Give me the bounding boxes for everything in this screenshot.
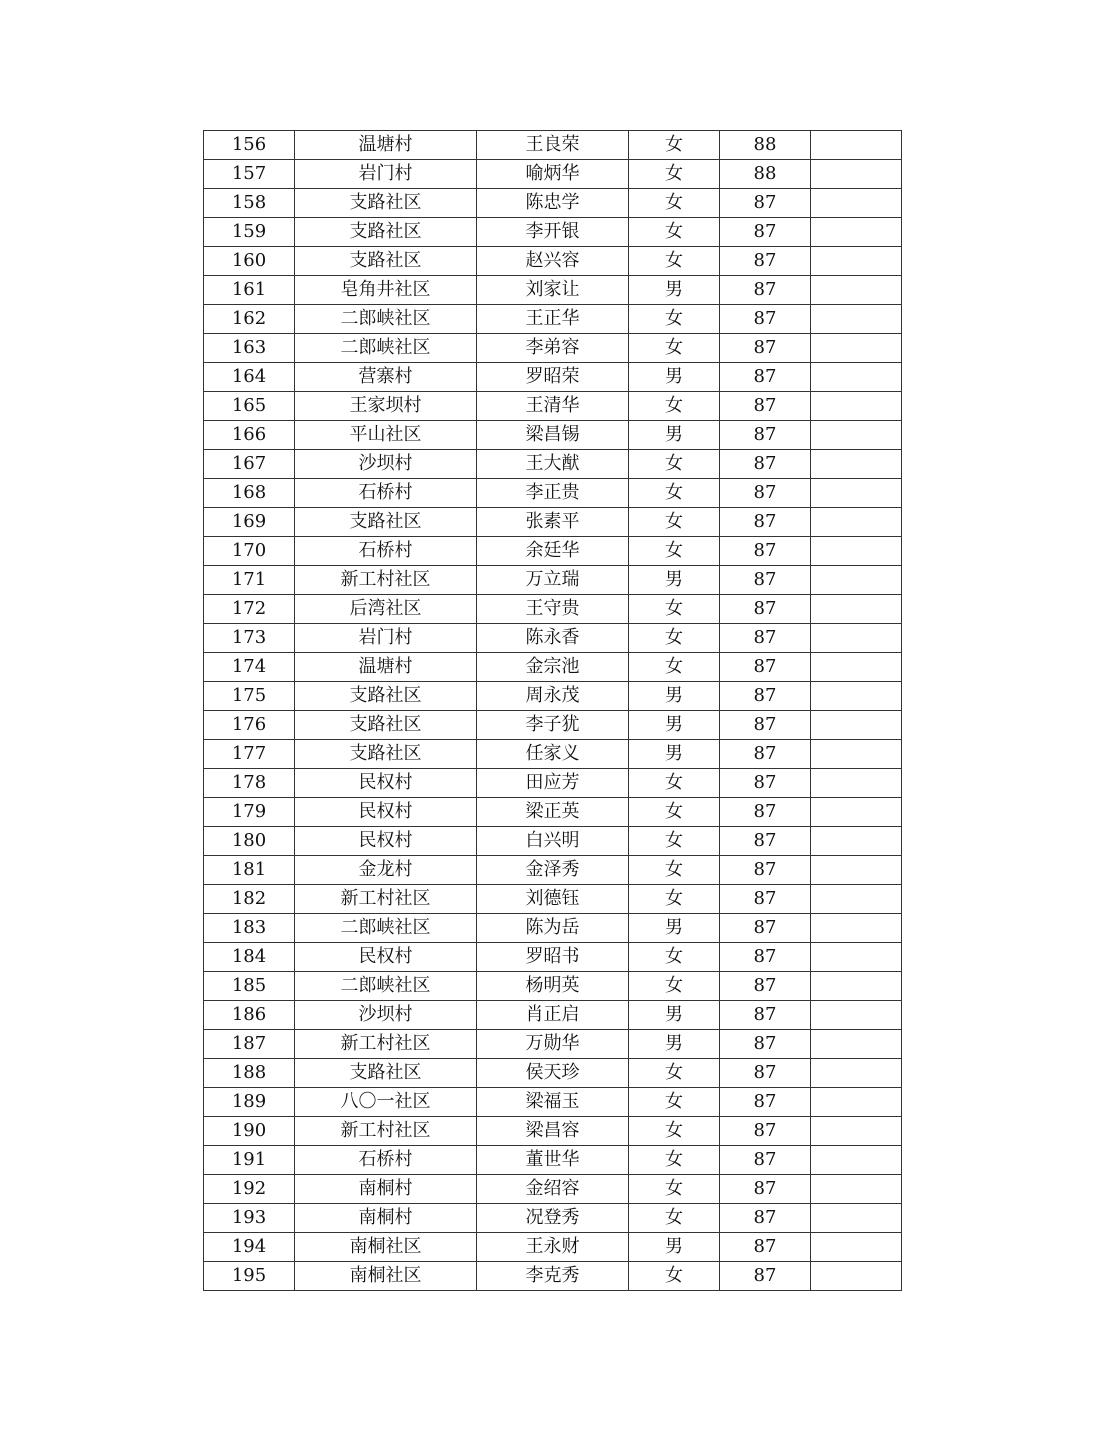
community-cell: 沙坝村 bbox=[295, 450, 477, 479]
row-number-cell: 181 bbox=[204, 856, 295, 885]
table-row bbox=[204, 305, 902, 334]
remark-cell bbox=[811, 1233, 902, 1262]
remark-cell bbox=[811, 972, 902, 1001]
row-number-cell: 164 bbox=[204, 363, 295, 392]
person-name-cell: 李克秀 bbox=[477, 1262, 629, 1291]
row-number-cell: 177 bbox=[204, 740, 295, 769]
gender-cell: 女 bbox=[629, 305, 720, 334]
age-cell: 87 bbox=[720, 450, 811, 479]
remark-cell bbox=[811, 1204, 902, 1233]
age-cell: 88 bbox=[720, 160, 811, 189]
table-row bbox=[204, 218, 902, 247]
table-row bbox=[204, 450, 902, 479]
remark-cell bbox=[811, 1175, 902, 1204]
age-cell: 87 bbox=[720, 566, 811, 595]
row-number-cell: 179 bbox=[204, 798, 295, 827]
gender-cell: 女 bbox=[629, 508, 720, 537]
person-name-cell: 况登秀 bbox=[477, 1204, 629, 1233]
person-name-cell: 陈忠学 bbox=[477, 189, 629, 218]
remark-cell bbox=[811, 798, 902, 827]
gender-cell: 女 bbox=[629, 827, 720, 856]
age-cell: 87 bbox=[720, 1030, 811, 1059]
person-name-cell: 梁昌容 bbox=[477, 1117, 629, 1146]
community-cell: 新工村社区 bbox=[295, 1117, 477, 1146]
table-row bbox=[204, 943, 902, 972]
row-number-cell: 168 bbox=[204, 479, 295, 508]
age-cell: 87 bbox=[720, 1262, 811, 1291]
community-cell: 支路社区 bbox=[295, 1059, 477, 1088]
community-cell: 民权村 bbox=[295, 769, 477, 798]
row-number-cell: 160 bbox=[204, 247, 295, 276]
community-cell: 南桐社区 bbox=[295, 1262, 477, 1291]
table-row bbox=[204, 885, 902, 914]
age-cell: 87 bbox=[720, 856, 811, 885]
remark-cell bbox=[811, 885, 902, 914]
remark-cell bbox=[811, 160, 902, 189]
gender-cell: 男 bbox=[629, 421, 720, 450]
community-cell: 支路社区 bbox=[295, 740, 477, 769]
community-cell: 支路社区 bbox=[295, 682, 477, 711]
row-number-cell: 189 bbox=[204, 1088, 295, 1117]
age-cell: 87 bbox=[720, 1204, 811, 1233]
row-number-cell: 185 bbox=[204, 972, 295, 1001]
community-cell: 民权村 bbox=[295, 943, 477, 972]
row-number-cell: 156 bbox=[204, 131, 295, 160]
remark-cell bbox=[811, 914, 902, 943]
age-cell: 87 bbox=[720, 624, 811, 653]
remark-cell bbox=[811, 769, 902, 798]
gender-cell: 男 bbox=[629, 1030, 720, 1059]
table-row bbox=[204, 1001, 902, 1030]
roster-table bbox=[203, 130, 902, 1291]
gender-cell: 女 bbox=[629, 624, 720, 653]
row-number-cell: 191 bbox=[204, 1146, 295, 1175]
person-name-cell: 张素平 bbox=[477, 508, 629, 537]
community-cell: 南桐社区 bbox=[295, 1233, 477, 1262]
person-name-cell: 梁福玉 bbox=[477, 1088, 629, 1117]
age-cell: 87 bbox=[720, 740, 811, 769]
gender-cell: 女 bbox=[629, 1088, 720, 1117]
community-cell: 后湾社区 bbox=[295, 595, 477, 624]
community-cell: 支路社区 bbox=[295, 247, 477, 276]
gender-cell: 男 bbox=[629, 363, 720, 392]
remark-cell bbox=[811, 421, 902, 450]
age-cell: 87 bbox=[720, 595, 811, 624]
gender-cell: 男 bbox=[629, 1001, 720, 1030]
person-name-cell: 王守贵 bbox=[477, 595, 629, 624]
table-row bbox=[204, 856, 902, 885]
person-name-cell: 金泽秀 bbox=[477, 856, 629, 885]
remark-cell bbox=[811, 334, 902, 363]
table-row bbox=[204, 711, 902, 740]
remark-cell bbox=[811, 1088, 902, 1117]
gender-cell: 女 bbox=[629, 798, 720, 827]
table-row bbox=[204, 392, 902, 421]
remark-cell bbox=[811, 1262, 902, 1291]
person-name-cell: 陈为岳 bbox=[477, 914, 629, 943]
age-cell: 87 bbox=[720, 885, 811, 914]
community-cell: 营寨村 bbox=[295, 363, 477, 392]
row-number-cell: 159 bbox=[204, 218, 295, 247]
community-cell: 温塘村 bbox=[295, 131, 477, 160]
community-cell: 石桥村 bbox=[295, 537, 477, 566]
table-row bbox=[204, 479, 902, 508]
table-row bbox=[204, 421, 902, 450]
gender-cell: 女 bbox=[629, 1146, 720, 1175]
row-number-cell: 187 bbox=[204, 1030, 295, 1059]
age-cell: 87 bbox=[720, 682, 811, 711]
person-name-cell: 李子犹 bbox=[477, 711, 629, 740]
age-cell: 87 bbox=[720, 972, 811, 1001]
remark-cell bbox=[811, 595, 902, 624]
age-cell: 87 bbox=[720, 363, 811, 392]
row-number-cell: 173 bbox=[204, 624, 295, 653]
gender-cell: 女 bbox=[629, 160, 720, 189]
gender-cell: 女 bbox=[629, 479, 720, 508]
community-cell: 岩门村 bbox=[295, 160, 477, 189]
table-row bbox=[204, 972, 902, 1001]
row-number-cell: 167 bbox=[204, 450, 295, 479]
age-cell: 87 bbox=[720, 218, 811, 247]
remark-cell bbox=[811, 1117, 902, 1146]
remark-cell bbox=[811, 247, 902, 276]
age-cell: 87 bbox=[720, 914, 811, 943]
row-number-cell: 172 bbox=[204, 595, 295, 624]
community-cell: 二郎峡社区 bbox=[295, 305, 477, 334]
table-row bbox=[204, 682, 902, 711]
age-cell: 87 bbox=[720, 1146, 811, 1175]
table-row bbox=[204, 334, 902, 363]
age-cell: 87 bbox=[720, 421, 811, 450]
age-cell: 87 bbox=[720, 769, 811, 798]
row-number-cell: 188 bbox=[204, 1059, 295, 1088]
table-row bbox=[204, 1204, 902, 1233]
table-row bbox=[204, 1030, 902, 1059]
community-cell: 南桐村 bbox=[295, 1175, 477, 1204]
table-row bbox=[204, 914, 902, 943]
table-row bbox=[204, 131, 902, 160]
remark-cell bbox=[811, 189, 902, 218]
person-name-cell: 杨明英 bbox=[477, 972, 629, 1001]
table-row bbox=[204, 1175, 902, 1204]
table-row bbox=[204, 1262, 902, 1291]
age-cell: 87 bbox=[720, 189, 811, 218]
remark-cell bbox=[811, 479, 902, 508]
age-cell: 87 bbox=[720, 798, 811, 827]
gender-cell: 女 bbox=[629, 943, 720, 972]
age-cell: 87 bbox=[720, 711, 811, 740]
community-cell: 二郎峡社区 bbox=[295, 334, 477, 363]
row-number-cell: 193 bbox=[204, 1204, 295, 1233]
community-cell: 沙坝村 bbox=[295, 1001, 477, 1030]
table-row bbox=[204, 1117, 902, 1146]
person-name-cell: 白兴明 bbox=[477, 827, 629, 856]
table-row bbox=[204, 653, 902, 682]
community-cell: 民权村 bbox=[295, 827, 477, 856]
person-name-cell: 余廷华 bbox=[477, 537, 629, 566]
row-number-cell: 174 bbox=[204, 653, 295, 682]
row-number-cell: 190 bbox=[204, 1117, 295, 1146]
table-row bbox=[204, 827, 902, 856]
community-cell: 支路社区 bbox=[295, 189, 477, 218]
person-name-cell: 王清华 bbox=[477, 392, 629, 421]
community-cell: 支路社区 bbox=[295, 218, 477, 247]
gender-cell: 女 bbox=[629, 595, 720, 624]
community-cell: 石桥村 bbox=[295, 1146, 477, 1175]
person-name-cell: 侯天珍 bbox=[477, 1059, 629, 1088]
gender-cell: 男 bbox=[629, 1233, 720, 1262]
row-number-cell: 158 bbox=[204, 189, 295, 218]
gender-cell: 女 bbox=[629, 1175, 720, 1204]
gender-cell: 女 bbox=[629, 247, 720, 276]
gender-cell: 女 bbox=[629, 1117, 720, 1146]
remark-cell bbox=[811, 1001, 902, 1030]
remark-cell bbox=[811, 131, 902, 160]
person-name-cell: 王永财 bbox=[477, 1233, 629, 1262]
row-number-cell: 161 bbox=[204, 276, 295, 305]
community-cell: 民权村 bbox=[295, 798, 477, 827]
gender-cell: 女 bbox=[629, 450, 720, 479]
table-row bbox=[204, 363, 902, 392]
row-number-cell: 194 bbox=[204, 1233, 295, 1262]
person-name-cell: 王大猷 bbox=[477, 450, 629, 479]
community-cell: 新工村社区 bbox=[295, 885, 477, 914]
row-number-cell: 163 bbox=[204, 334, 295, 363]
community-cell: 金龙村 bbox=[295, 856, 477, 885]
community-cell: 南桐村 bbox=[295, 1204, 477, 1233]
remark-cell bbox=[811, 827, 902, 856]
gender-cell: 男 bbox=[629, 914, 720, 943]
row-number-cell: 192 bbox=[204, 1175, 295, 1204]
table-row bbox=[204, 1088, 902, 1117]
age-cell: 87 bbox=[720, 827, 811, 856]
remark-cell bbox=[811, 711, 902, 740]
row-number-cell: 171 bbox=[204, 566, 295, 595]
table-row bbox=[204, 247, 902, 276]
gender-cell: 女 bbox=[629, 653, 720, 682]
row-number-cell: 180 bbox=[204, 827, 295, 856]
row-number-cell: 178 bbox=[204, 769, 295, 798]
table-row bbox=[204, 1146, 902, 1175]
community-cell: 温塘村 bbox=[295, 653, 477, 682]
gender-cell: 女 bbox=[629, 392, 720, 421]
remark-cell bbox=[811, 740, 902, 769]
remark-cell bbox=[811, 392, 902, 421]
row-number-cell: 169 bbox=[204, 508, 295, 537]
person-name-cell: 董世华 bbox=[477, 1146, 629, 1175]
person-name-cell: 刘德钰 bbox=[477, 885, 629, 914]
gender-cell: 女 bbox=[629, 189, 720, 218]
age-cell: 87 bbox=[720, 653, 811, 682]
row-number-cell: 170 bbox=[204, 537, 295, 566]
row-number-cell: 175 bbox=[204, 682, 295, 711]
gender-cell: 男 bbox=[629, 566, 720, 595]
remark-cell bbox=[811, 450, 902, 479]
remark-cell bbox=[811, 363, 902, 392]
age-cell: 87 bbox=[720, 392, 811, 421]
gender-cell: 女 bbox=[629, 131, 720, 160]
community-cell: 新工村社区 bbox=[295, 566, 477, 595]
row-number-cell: 186 bbox=[204, 1001, 295, 1030]
person-name-cell: 李开银 bbox=[477, 218, 629, 247]
table-row bbox=[204, 537, 902, 566]
remark-cell bbox=[811, 682, 902, 711]
age-cell: 87 bbox=[720, 537, 811, 566]
community-cell: 八〇一社区 bbox=[295, 1088, 477, 1117]
community-cell: 王家坝村 bbox=[295, 392, 477, 421]
table-row bbox=[204, 769, 902, 798]
person-name-cell: 喻炳华 bbox=[477, 160, 629, 189]
age-cell: 87 bbox=[720, 276, 811, 305]
remark-cell bbox=[811, 276, 902, 305]
table-row bbox=[204, 740, 902, 769]
remark-cell bbox=[811, 856, 902, 885]
gender-cell: 女 bbox=[629, 334, 720, 363]
gender-cell: 男 bbox=[629, 711, 720, 740]
age-cell: 87 bbox=[720, 1117, 811, 1146]
table-row bbox=[204, 566, 902, 595]
remark-cell bbox=[811, 943, 902, 972]
person-name-cell: 万立瑞 bbox=[477, 566, 629, 595]
remark-cell bbox=[811, 1146, 902, 1175]
age-cell: 88 bbox=[720, 131, 811, 160]
remark-cell bbox=[811, 624, 902, 653]
person-name-cell: 梁昌锡 bbox=[477, 421, 629, 450]
row-number-cell: 176 bbox=[204, 711, 295, 740]
gender-cell: 女 bbox=[629, 218, 720, 247]
community-cell: 皂角井社区 bbox=[295, 276, 477, 305]
row-number-cell: 184 bbox=[204, 943, 295, 972]
remark-cell bbox=[811, 566, 902, 595]
remark-cell bbox=[811, 537, 902, 566]
person-name-cell: 万勋华 bbox=[477, 1030, 629, 1059]
person-name-cell: 肖正启 bbox=[477, 1001, 629, 1030]
person-name-cell: 陈永香 bbox=[477, 624, 629, 653]
age-cell: 87 bbox=[720, 1175, 811, 1204]
age-cell: 87 bbox=[720, 1233, 811, 1262]
age-cell: 87 bbox=[720, 1088, 811, 1117]
row-number-cell: 166 bbox=[204, 421, 295, 450]
community-cell: 平山社区 bbox=[295, 421, 477, 450]
person-name-cell: 罗昭书 bbox=[477, 943, 629, 972]
table-row bbox=[204, 798, 902, 827]
gender-cell: 女 bbox=[629, 1262, 720, 1291]
person-name-cell: 王良荣 bbox=[477, 131, 629, 160]
age-cell: 87 bbox=[720, 943, 811, 972]
table-row bbox=[204, 624, 902, 653]
person-name-cell: 王正华 bbox=[477, 305, 629, 334]
person-name-cell: 金绍容 bbox=[477, 1175, 629, 1204]
person-name-cell: 罗昭荣 bbox=[477, 363, 629, 392]
remark-cell bbox=[811, 1030, 902, 1059]
gender-cell: 男 bbox=[629, 276, 720, 305]
person-name-cell: 任家义 bbox=[477, 740, 629, 769]
remark-cell bbox=[811, 508, 902, 537]
table-row bbox=[204, 595, 902, 624]
row-number-cell: 195 bbox=[204, 1262, 295, 1291]
age-cell: 87 bbox=[720, 479, 811, 508]
table-row bbox=[204, 508, 902, 537]
gender-cell: 女 bbox=[629, 1204, 720, 1233]
person-name-cell: 金宗池 bbox=[477, 653, 629, 682]
row-number-cell: 165 bbox=[204, 392, 295, 421]
community-cell: 岩门村 bbox=[295, 624, 477, 653]
remark-cell bbox=[811, 305, 902, 334]
gender-cell: 女 bbox=[629, 537, 720, 566]
gender-cell: 女 bbox=[629, 885, 720, 914]
community-cell: 支路社区 bbox=[295, 508, 477, 537]
table-row bbox=[204, 1059, 902, 1088]
table-row bbox=[204, 1233, 902, 1262]
age-cell: 87 bbox=[720, 247, 811, 276]
table-row bbox=[204, 276, 902, 305]
row-number-cell: 162 bbox=[204, 305, 295, 334]
gender-cell: 女 bbox=[629, 856, 720, 885]
remark-cell bbox=[811, 218, 902, 247]
gender-cell: 女 bbox=[629, 1059, 720, 1088]
row-number-cell: 157 bbox=[204, 160, 295, 189]
gender-cell: 女 bbox=[629, 769, 720, 798]
age-cell: 87 bbox=[720, 1001, 811, 1030]
community-cell: 新工村社区 bbox=[295, 1030, 477, 1059]
age-cell: 87 bbox=[720, 305, 811, 334]
person-name-cell: 梁正英 bbox=[477, 798, 629, 827]
gender-cell: 男 bbox=[629, 740, 720, 769]
gender-cell: 女 bbox=[629, 972, 720, 1001]
age-cell: 87 bbox=[720, 334, 811, 363]
table-row bbox=[204, 160, 902, 189]
person-name-cell: 周永茂 bbox=[477, 682, 629, 711]
age-cell: 87 bbox=[720, 508, 811, 537]
remark-cell bbox=[811, 653, 902, 682]
person-name-cell: 田应芳 bbox=[477, 769, 629, 798]
row-number-cell: 182 bbox=[204, 885, 295, 914]
person-name-cell: 李弟容 bbox=[477, 334, 629, 363]
person-name-cell: 李正贵 bbox=[477, 479, 629, 508]
table-row bbox=[204, 189, 902, 218]
row-number-cell: 183 bbox=[204, 914, 295, 943]
age-cell: 87 bbox=[720, 1059, 811, 1088]
remark-cell bbox=[811, 1059, 902, 1088]
gender-cell: 男 bbox=[629, 682, 720, 711]
community-cell: 二郎峡社区 bbox=[295, 914, 477, 943]
roster-table-body bbox=[204, 131, 902, 1291]
community-cell: 支路社区 bbox=[295, 711, 477, 740]
person-name-cell: 赵兴容 bbox=[477, 247, 629, 276]
community-cell: 二郎峡社区 bbox=[295, 972, 477, 1001]
community-cell: 石桥村 bbox=[295, 479, 477, 508]
person-name-cell: 刘家让 bbox=[477, 276, 629, 305]
